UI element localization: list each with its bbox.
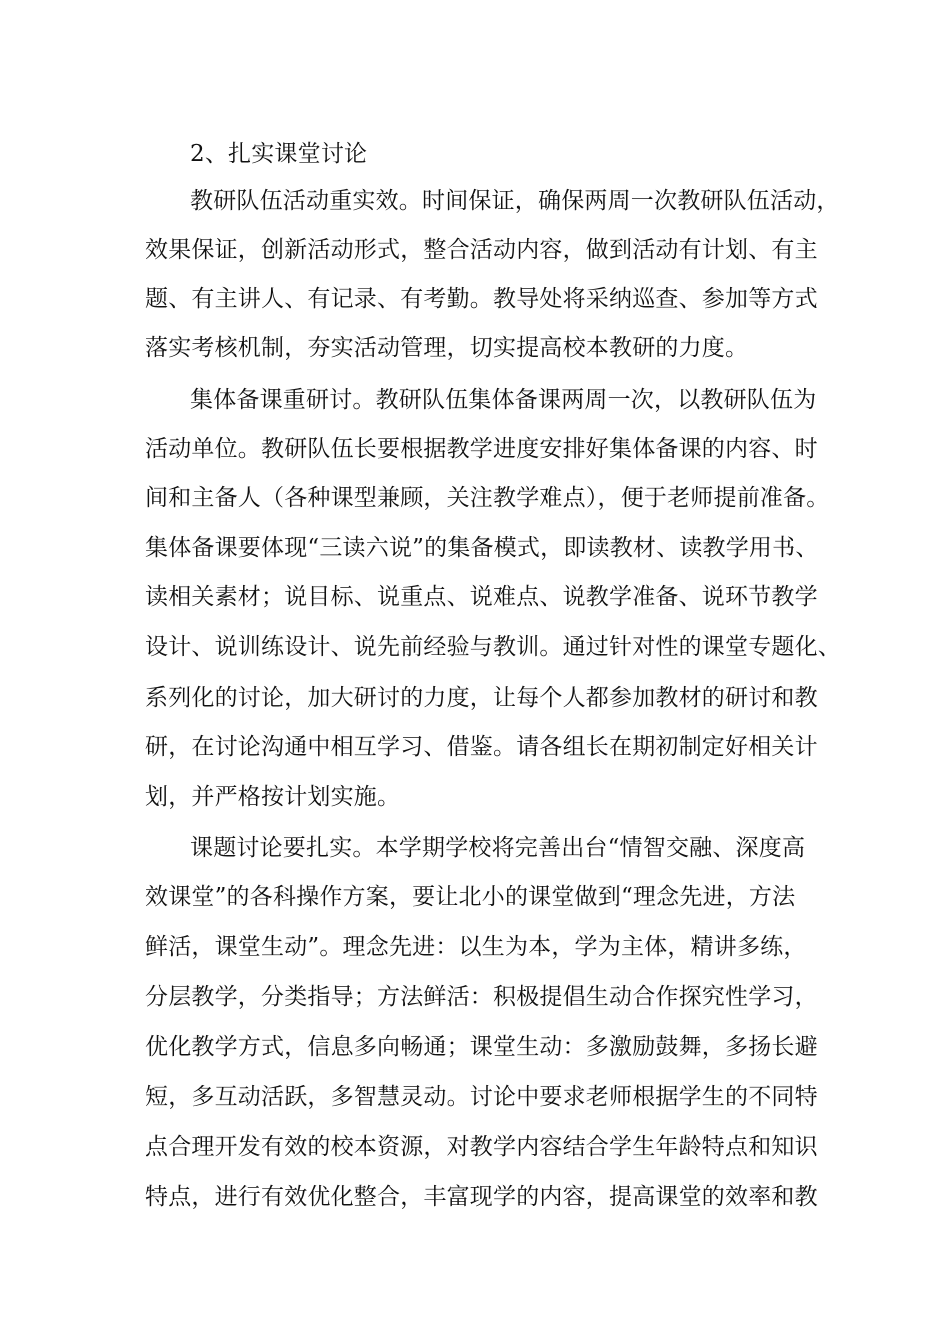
paragraph-line: 集体备课重研讨。教研队伍集体备课两周一次，以教研队伍为: [190, 387, 817, 413]
paragraph-line: 题、有主讲人、有记录、有考勤。教导处将采纳巡查、参加等方式: [145, 286, 818, 312]
paragraph-line: 点合理开发有效的校本资源，对教学内容结合学生年龄特点和知识: [145, 1134, 818, 1160]
paragraph-line: 落实考核机制，夯实活动管理，切实提高校本教研的力度。: [145, 335, 749, 361]
paragraph-line: 分层教学，分类指导；方法鲜活：积极提倡生动合作探究性学习，: [145, 984, 818, 1010]
paragraph-line: 效果保证，创新活动形式，整合活动内容，做到活动有计划、有主: [145, 237, 818, 263]
paragraph-line: 系列化的讨论，加大研讨的力度，让每个人都参加教材的研讨和教: [145, 685, 818, 711]
paragraph-line: 间和主备人（各种课型兼顾，关注教学难点），便于老师提前准备。: [145, 485, 830, 511]
section-heading: 2、扎实课堂讨论: [190, 141, 368, 167]
paragraph-line: 集体备课要体现“三读六说”的集备模式，即读教材、读教学用书、: [145, 535, 819, 561]
paragraph-line: 课题讨论要扎实。本学期学校将完善出台“情智交融、深度高: [190, 835, 806, 861]
paragraph-line: 活动单位。教研队伍长要根据教学进度安排好集体备课的内容、时: [145, 436, 818, 462]
paragraph-line: 短，多互动活跃，多智慧灵动。讨论中要求老师根据学生的不同特: [145, 1084, 818, 1110]
paragraph-line: 划，并严格按计划实施。: [145, 784, 401, 810]
paragraph-line: 优化教学方式，信息多向畅通；课堂生动：多激励鼓舞，多扬长避: [145, 1034, 818, 1060]
paragraph-line: 读相关素材；说目标、说重点、说难点、说教学准备、说环节教学: [145, 584, 818, 610]
paragraph-line: 效课堂”的各科操作方案，要让北小的课堂做到“理念先进，方法: [145, 884, 796, 910]
paragraph-line: 教研队伍活动重实效。时间保证，确保两周一次教研队伍活动，: [190, 188, 840, 214]
paragraph-line: 设计、说训练设计、说先前经验与教训。通过针对性的课堂专题化、: [145, 634, 841, 660]
paragraph-line: 鲜活，课堂生动”。理念先进：以生为本，学为主体，精讲多练，: [145, 934, 807, 960]
paragraph-line: 特点，进行有效优化整合，丰富现学的内容，提高课堂的效率和教: [145, 1184, 818, 1210]
paragraph-line: 研，在讨论沟通中相互学习、借鉴。请各组长在期初制定好相关计: [145, 734, 818, 760]
